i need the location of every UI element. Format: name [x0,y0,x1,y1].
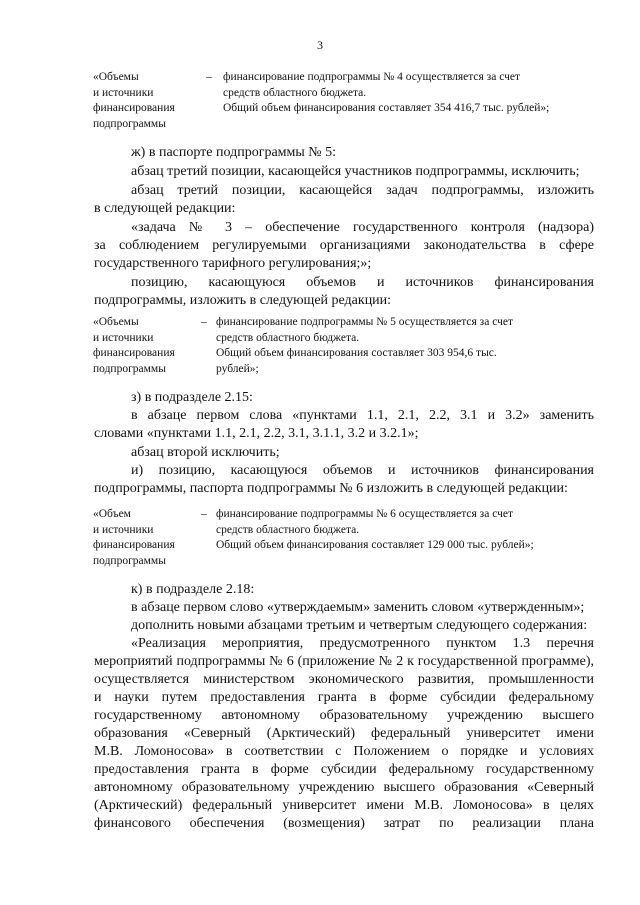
text-line: мероприятий подпрограммы № 6 (приложение № 2 к государственной программе), [94,654,594,669]
label-line: и источники [93,86,154,99]
value-line: средств областного бюджета. [223,86,367,99]
text-line: и науки путем предоставления гранта в форме субсидии федеральному [94,690,594,705]
label-line: подпрограммы [93,117,166,130]
label-line: и источники [93,331,154,344]
section-z-paragraph-2: абзац второй исключить; [131,445,280,460]
value-line: рублей»; [216,362,259,375]
text-line: подпрограммы, паспорта подпрограммы № 6 изложить в следующей редакции: [94,481,568,496]
section-zh-paragraph-1: абзац третий позиции, касающейся участников подпрограммы, исключить; [131,164,580,179]
text-line: «задача № 3 – обеспечение государственного контроля (надзора) [131,220,594,235]
text-line: автономному образовательному учреждению высшего образования «Северный [94,780,594,795]
text-line: финансового обеспечения (возмещения) затрат по реализации плана [94,816,594,831]
label-line: «Объемы [93,71,139,83]
passport-label [93,70,203,132]
section-zh-paragraph-3 [94,219,594,273]
section-k-paragraph-3 [94,635,594,833]
passport-dash: – [201,316,207,328]
text-line: за соблюдением регулируемыми организациями законодательства в сфере [94,238,594,253]
section-zh-heading: ж) в паспорте подпрограммы № 5: [131,145,337,160]
value-line: Общий объем финансирования составляет 303 954,6 тыс. [216,347,497,360]
text-line: образования «Северный (Арктический) федеральный университет имени [94,726,594,741]
value-line: Общий объем финансирования составляет 129 000 тыс. рублей»; [216,539,534,552]
section-k-paragraph-2: дополнить новыми абзацами третьим и четвертым следующего содержания: [131,618,588,633]
text-line: абзац третий позиции, касающейся задач подпрограммы, изложить [131,183,594,198]
passport-dash: – [206,71,212,83]
text-line: предоставления гранта в форме субсидии федеральному государственному [94,762,594,777]
value-line: средств областного бюджета. [216,331,360,344]
value-line: финансирование подпрограммы № 6 осуществляется за счет [216,508,513,520]
passport-value [216,507,534,554]
section-k-heading: к) в подразделе 2.18: [131,582,255,597]
passport-dash: – [201,508,207,520]
text-line: (Арктический) федеральный университет имени М.В. Ломоносова» в целях [94,798,594,813]
label-line: «Объем [93,508,131,520]
value-line: финансирование подпрограммы № 4 осуществляется за счет [223,71,520,83]
passport-value [223,70,549,117]
text-line: в следующей редакции: [94,201,236,216]
passport-label [93,315,203,377]
section-z-heading: з) в подразделе 2.15: [131,390,253,405]
label-line: финансирования [93,347,175,360]
section-z-paragraph-1 [94,407,594,443]
text-line: «Реализация мероприятия, предусмотренного пунктом 1.3 перечня [131,636,594,651]
text-line: и) позицию, касающуюся объемов и источников финансирования [131,463,594,478]
text-line: позицию, касающуюся объемов и источников финансирования [131,275,594,290]
value-line: средств областного бюджета. [216,523,360,536]
text-line: словами «пунктами 1.1, 2.1, 2.2, 3.1, 3.1.1, 3.2 и 3.2.1»; [94,426,419,441]
value-line: Общий объем финансирования составляет 354 416,7 тыс. рублей»; [223,102,550,115]
section-zh-paragraph-4 [94,274,594,310]
label-line: финансирования [93,102,175,115]
text-line: осуществляется министерством экономического развития, промышленности [94,672,594,687]
text-line: М.В. Ломоносова» в соответствии с Положением о порядке и условиях [94,744,594,759]
passport-value [216,315,513,377]
section-zh-paragraph-2 [94,182,594,218]
label-line: «Объемы [93,316,139,328]
passport-label [93,507,203,569]
text-line: государственного тарифного регулирования;»; [94,256,372,271]
section-i-paragraph-1 [94,462,594,498]
text-line: государственному автономному образовательному учреждению высшего [94,708,594,723]
section-k-paragraph-1: в абзаце первом слово «утверждаемым» заменить словом «утвержденным»; [131,600,585,615]
label-line: и источники [93,523,154,536]
page-number: 3 [317,38,323,52]
text-line: подпрограммы, изложить в следующей редакции: [94,293,392,308]
label-line: финансирования [93,539,175,552]
value-line: финансирование подпрограммы № 5 осуществляется за счет [216,316,513,328]
label-line: подпрограммы [93,362,166,375]
label-line: подпрограммы [93,554,166,567]
text-line: в абзаце первом слова «пунктами 1.1, 2.1, 2.2, 3.1 и 3.2» заменить [131,408,594,423]
